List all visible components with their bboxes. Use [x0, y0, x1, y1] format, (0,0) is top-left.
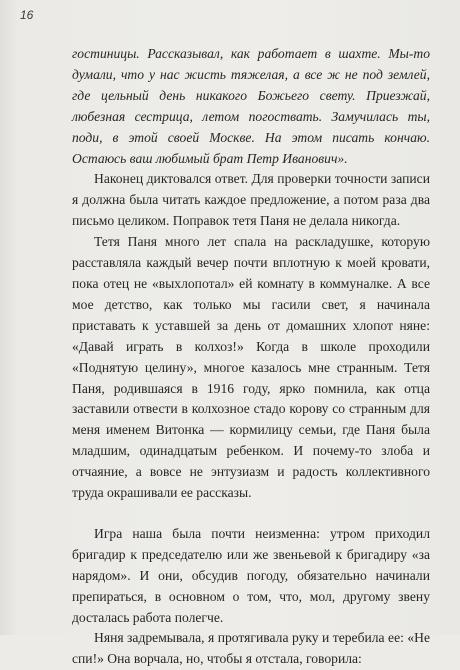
paragraph-aunt-panya: Тетя Паня много лет спала на раскладушке, которую расставляла каждый вечер почти вплотную к моей кровати, пока отец не «выхлопотал» ей комнату в коммуналке. А все мое детство, как только мы гасили свет, я начинала приставать к уставшей за день от домашних хлопот няне: «Давай играть в колхоз!» Когда в школе проходили «Поднятую целину», многое казалось мне странным. Тетя Паня, родившаяся в 1916 году, ярко помнила, как отца заставили отвести в колхозное стадо корову со странным для меня именем Витонка — кормилицу семьи, где Паня была младшим, одинадцатым ребенком. И почему-то злоба и отчаяние, а вовсе не энтузиазм и радость коллективного труда окрашивали ее рассказы.: [72, 234, 430, 501]
paragraph-reply: Наконец диктовался ответ. Для проверки точности записи я должна была читать каждое предложение, а потом раза два письмо целиком. Поправок тетя Паня не делала никогда.: [72, 171, 430, 229]
letter-paragraph: гостиницы. Рассказывал, как работает в шахте. Мы-то думали, что у нас жисть тяжелая, а все ж не под землей, где цельный день никакого Божьего свету. Приезжай, любезная сестрица, летом погоствать. Замучилась ты, поди, в этой своей Москве. На этом писать кончаю. Остаюсь ваш любимый брат Петр Иванович».: [72, 46, 430, 166]
page-number: 16: [20, 8, 34, 22]
paragraph-gap: [72, 504, 430, 524]
paragraph-game: Игра наша была почти неизменна: утром приходил бригадир к председателю или же звеньевой к бригадиру «за нарядом». И они, обсудив погоду, обязательно начинали препираться, в основном о том, что, мол, другому звену досталась работа полегче.: [72, 525, 430, 625]
paragraph-nanny: Няня задремывала, я протягивала руку и теребила ее: «Не спи!» Она ворчала, но, чтобы я отстала, говорила:: [72, 630, 430, 667]
body-text: [72, 44, 430, 670]
